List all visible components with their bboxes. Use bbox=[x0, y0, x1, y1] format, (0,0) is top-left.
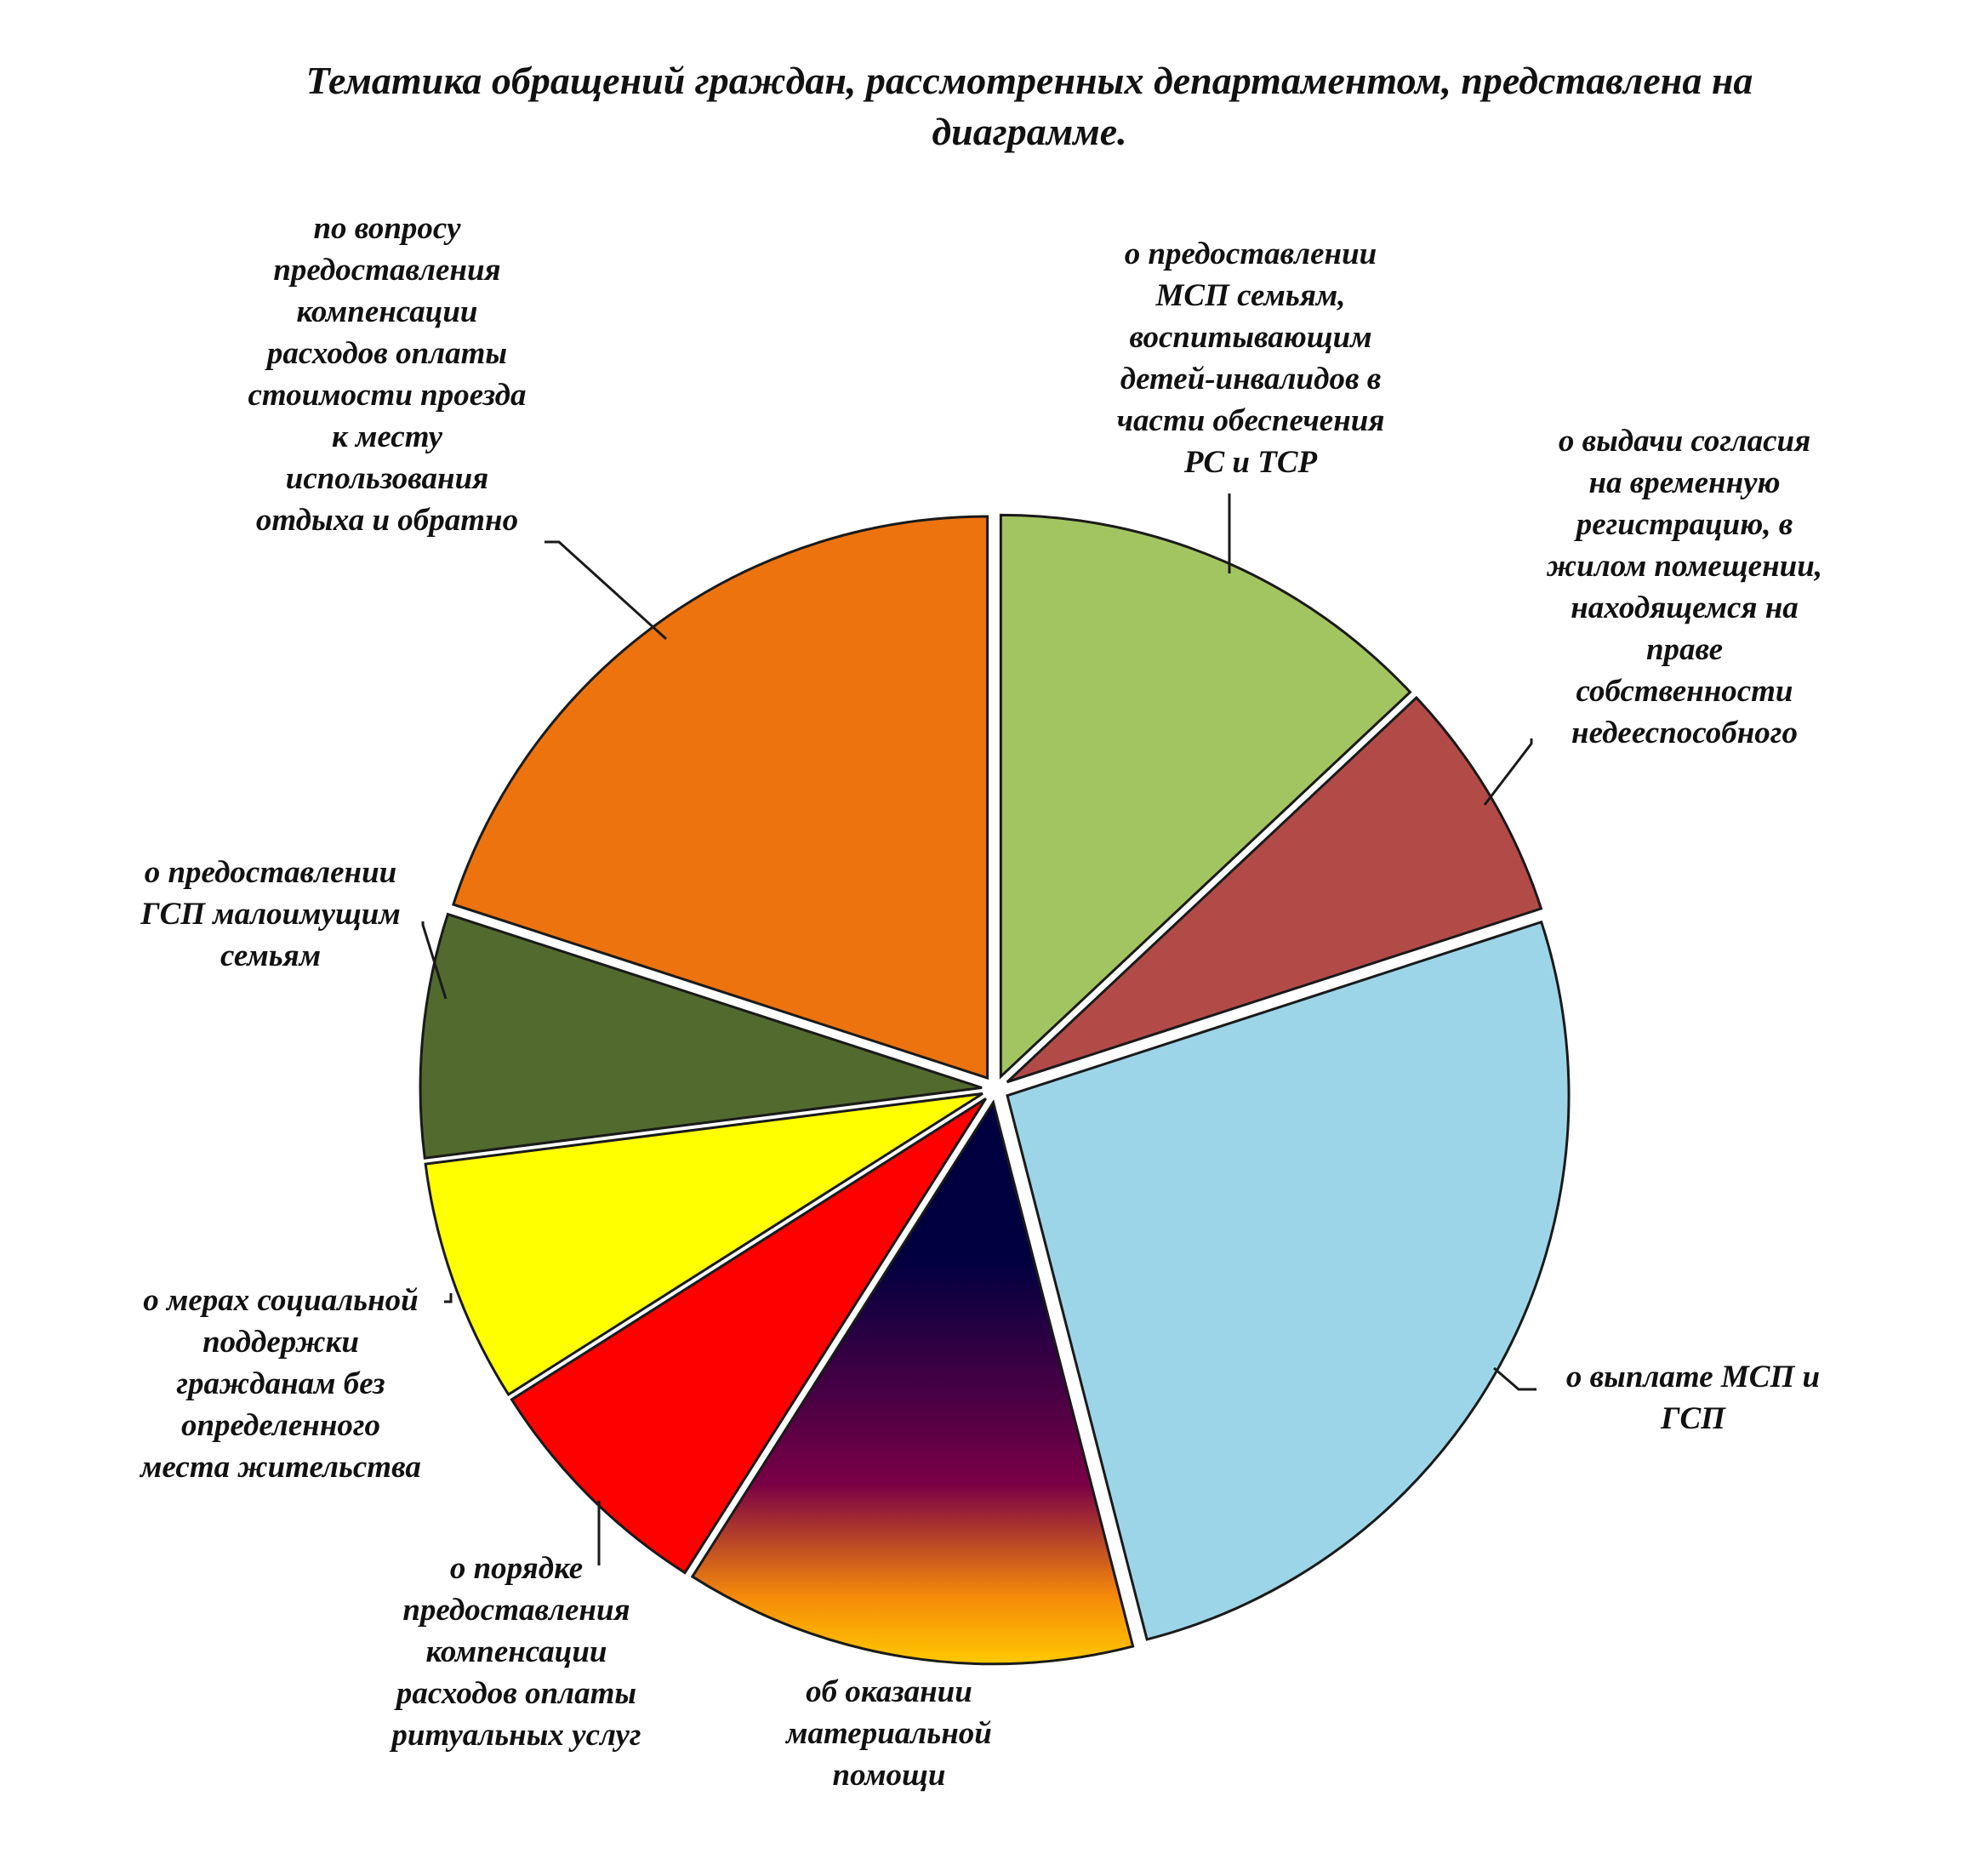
slice-label-line: МСП семьям, bbox=[1155, 278, 1346, 313]
slice-label-line: помощи bbox=[832, 1758, 946, 1793]
slice-label-line: материальной bbox=[786, 1716, 992, 1751]
slice-label-line: ГСП bbox=[1661, 1401, 1725, 1436]
chart-title bbox=[306, 59, 1753, 153]
slice-label-line: отдыха и обратно bbox=[255, 503, 519, 538]
slice-label-line: собственности bbox=[1576, 674, 1793, 709]
slice-label-line: предоставления bbox=[402, 1593, 630, 1628]
slice-label-line: недееспособного bbox=[1571, 716, 1798, 750]
slice-label-7 bbox=[140, 855, 401, 973]
leader-line-2 bbox=[1485, 738, 1531, 805]
slice-label-8 bbox=[248, 211, 527, 538]
slice-label-line: о предоставлении bbox=[1124, 237, 1377, 271]
slice-label-line: по вопросу bbox=[313, 211, 461, 246]
slice-label-line: части обеспечения bbox=[1116, 403, 1385, 438]
slice-label-4 bbox=[784, 1674, 992, 1793]
slice-label-line: жилом помещении, bbox=[1546, 549, 1823, 584]
slice-label-1 bbox=[1117, 237, 1385, 480]
slice-label-line: о мерах социальной bbox=[143, 1283, 419, 1318]
slice-label-line: праве bbox=[1645, 632, 1724, 667]
slice-label-line: расходов оплаты bbox=[396, 1676, 637, 1711]
slice-label-line: компенсации bbox=[296, 294, 478, 329]
pie-slices bbox=[420, 515, 1569, 1663]
slice-label-line: места жительства bbox=[140, 1450, 421, 1485]
slice-label-line: компенсации bbox=[425, 1634, 607, 1669]
leader-line-6 bbox=[444, 1293, 451, 1302]
slice-label-2 bbox=[1546, 424, 1822, 750]
slice-label-line: о выдачи согласия bbox=[1558, 424, 1811, 459]
slice-label-line: находящемся на bbox=[1571, 590, 1799, 625]
slice-label-line: о порядке bbox=[449, 1551, 584, 1586]
slice-label-line: гражданам без bbox=[176, 1366, 385, 1401]
slice-label-line: поддержки bbox=[202, 1325, 359, 1360]
slice-label-line: о выплате МСП и bbox=[1565, 1360, 1821, 1394]
slice-label-line: к месту bbox=[332, 419, 442, 454]
slice-label-6 bbox=[139, 1283, 421, 1485]
slice-label-line: стоимости проезда bbox=[248, 378, 527, 413]
leader-line-8 bbox=[544, 542, 666, 639]
slice-label-5 bbox=[389, 1551, 641, 1753]
slice-label-line: о предоставлении bbox=[144, 855, 397, 890]
slice-label-line: РС и ТСР bbox=[1183, 445, 1318, 480]
slice-label-line: определенного bbox=[180, 1408, 381, 1443]
slice-label-line: использования bbox=[285, 461, 489, 496]
slice-label-line: семьям bbox=[219, 938, 322, 973]
slice-label-line: предоставления bbox=[273, 253, 501, 288]
slice-label-line: воспитывающим bbox=[1129, 320, 1372, 355]
slice-label-3 bbox=[1566, 1360, 1820, 1436]
leader-line-3 bbox=[1494, 1368, 1536, 1389]
slice-label-line: ритуальных услуг bbox=[391, 1718, 641, 1753]
chart-title-line-2: диаграмме. bbox=[932, 110, 1127, 153]
slice-label-line: об оказании bbox=[806, 1674, 972, 1709]
slice-label-line: регистрацию, в bbox=[1576, 507, 1793, 542]
slice-label-line: ГСП малоимущим bbox=[140, 897, 401, 932]
slice-label-line: расходов оплаты bbox=[266, 336, 508, 371]
slice-label-line: детей-инвалидов в bbox=[1120, 362, 1382, 396]
chart-title-line-1: Тематика обращений граждан, рассмотренных департаментом, представлена на bbox=[305, 59, 1753, 102]
slice-label-line: на временную bbox=[1588, 465, 1781, 500]
